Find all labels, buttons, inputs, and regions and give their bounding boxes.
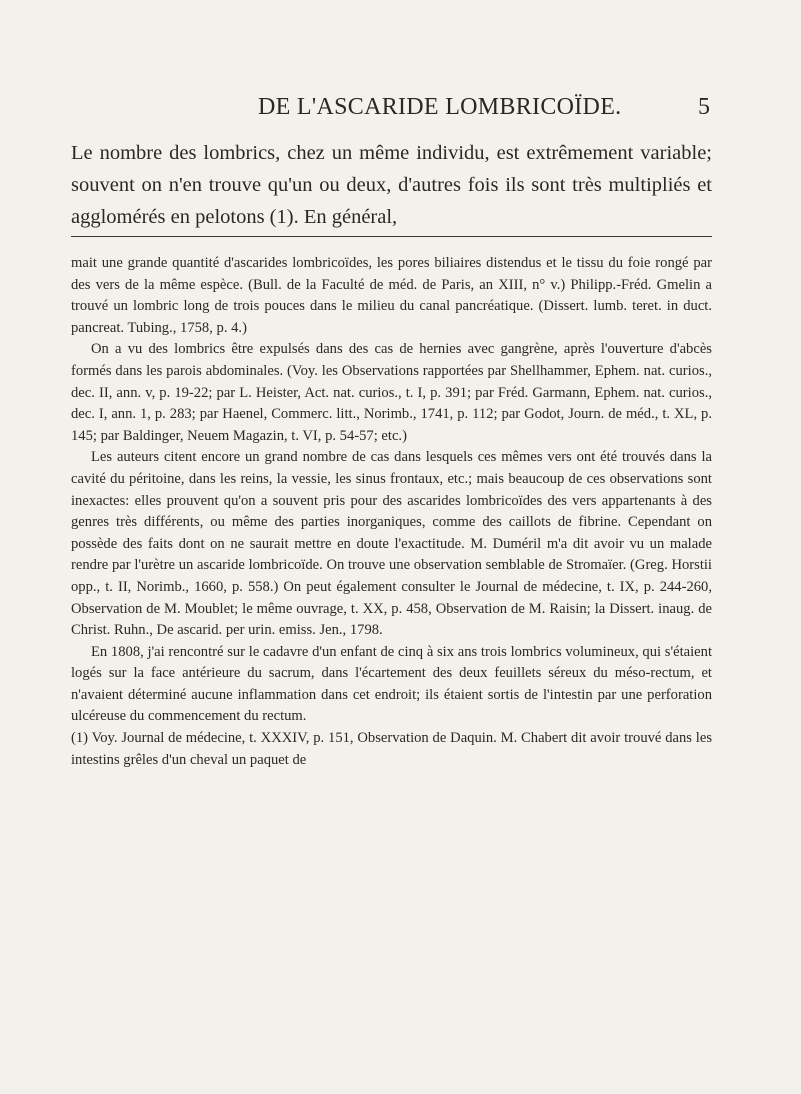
main-paragraph: Le nombre des lombrics, chez un même individu, est extrêmement variable; souvent on n'en trouve qu'un ou deux, d'autres fois ils sont très multipliés et agglomérés en pelotons (1). En général,: [71, 142, 712, 228]
footnote-paragraph: En 1808, j'ai rencontré sur le cadavre d'un enfant de cinq à six ans trois lombrics volumineux, qui s'étaient logés sur la face antérieure du sacrum, dans l'écartement des deux feuillets séreux du méso-rectum, et n'avaient déterminé aucune inflammation dans cet endroit; ils étaient sortis de l'intestin par une perforation ulcéreuse du commencement du rectum.: [71, 643, 712, 725]
footnotes: [71, 253, 712, 771]
footnote-continuation: mait une grande quantité d'ascarides lombricoïdes, les pores biliaires distendus et le tissu du foie rongé par des vers de la même espèce. (Bull. de la Faculté de méd. de Paris, an XIII, n° v.) Philipp.-Fréd. Gmelin a trouvé un lombric long de trois pouces dans le milieu du canal pancréatique. (Dissert. lumb. teret. in duct. pancreat. Tubing., 1758, p. 4.): [71, 255, 712, 336]
footnote-paragraph: Les auteurs citent encore un grand nombre de cas dans lesquels ces mêmes vers ont été trouvés dans la cavité du péritoine, dans les reins, la vessie, les sinus frontaux, etc.; mais beaucoup de ces observations sont inexactes: elles prouvent qu'on a souvent pris pour des ascarides lombricoïdes des vers appartenants à des genres très différents, ou même des parties inorganiques, comme des caillots de fibrine. Cependant on possède des faits dont on ne saurait mettre en doute l'exactitude. M. Duméril m'a dit avoir vu un malade rendre par l'urètre un ascaride lombricoïde. On trouve une observation semblable de Stromaïer. (Greg. Horstii opp., t. II, Norimb., 1660, p. 558.) On peut également consulter le Journal de médecine, t. IX, p. 244-260, Observation de M. Moublet; le même ouvrage, t. XX, p. 458, Observation de M. Raisin; la Dissert. inaug. de Christ. Ruhn., De ascarid. per urin. emiss. Jen., 1798.: [71, 449, 712, 639]
footnote-1: (1) Voy. Journal de médecine, t. XXXIV, p. 151, Observation de Daquin. M. Chabert dit avoir trouvé dans les intestins grêles d'un cheval un paquet de: [71, 730, 712, 768]
page-header: [258, 94, 710, 124]
footnote-separator: [71, 236, 712, 237]
page-number: 5: [698, 94, 710, 120]
running-title: DE L'ASCARIDE LOMBRICOÏDE.: [258, 94, 622, 120]
footnote-paragraph: On a vu des lombrics être expulsés dans des cas de hernies avec gangrène, après l'ouverture d'abcès formés dans les parois abdominales. (Voy. les Observations rapportées par Shellhammer, Ephem. nat. curios., dec. II, ann. v, p. 19-22; par L. Heister, Act. nat. curios., t. I, p. 391; par Fréd. Garmann, Ephem. nat. curios., dec. I, ann. 1, p. 283; par Haenel, Commerc. litt., Norimb., 1741, p. 112; par Godot, Journ. de méd., t. XL, p. 145; par Baldinger, Neuem Magazin, t. VI, p. 54-57; etc.): [71, 341, 712, 444]
